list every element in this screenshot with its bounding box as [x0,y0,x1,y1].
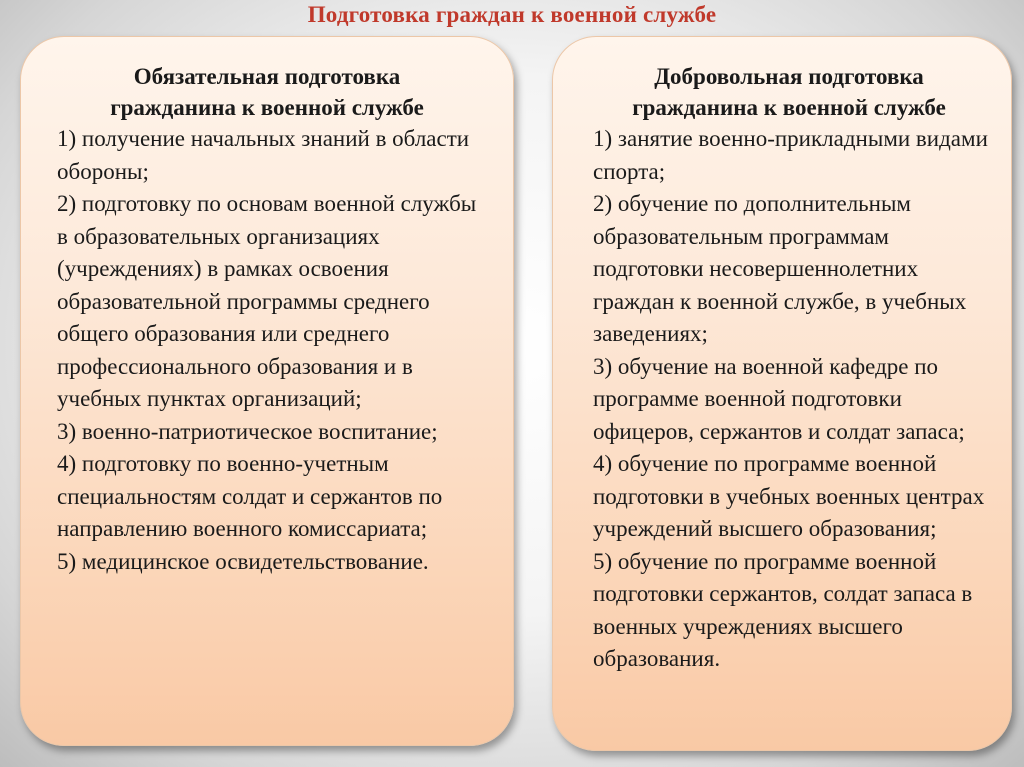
list-item: 3) военно-патриотическое воспитание; [57,418,438,444]
heading-line: гражданина к военной службе [632,95,946,120]
mandatory-training-panel [20,36,514,746]
voluntary-training-list [593,123,999,676]
list-item: 2) подготовку по основам военной службы в образовательных организациях (учреждениях) в рамках освоения образовательной программы среднего общего образования или среднего профессионального образования и в учебных пунктах организаций; [57,191,477,411]
list-item: 4) обучение по программе военной подготовки в учебных военных центрах учреждений высшего образования; [593,451,985,541]
list-item: 2) обучение по дополнительным образовательным программам подготовки несовершеннолетних граждан к военной службе, в учебных заведениях; [593,191,967,346]
list-item: 3) обучение на военной кафедре по программе военной подготовки офицеров, сержантов и солдат запаса; [593,353,965,444]
heading-line: Обязательная подготовка [133,64,401,89]
heading-line: Добровольная подготовка [654,64,924,89]
mandatory-training-list [57,123,491,578]
list-item: 5) обучение по программе военной подготовки сержантов, солдат запаса в военных учреждениях высшего образования. [593,548,973,671]
list-item: 1) получение начальных знаний в области обороны; [57,126,470,184]
heading-line: гражданина к военной службе [110,95,424,120]
slide-title: Подготовка граждан к военной службе [307,2,717,27]
voluntary-training-panel [552,36,1012,751]
list-item: 4) подготовку по военно-учетным специальностям солдат и сержантов по направлению военного комиссариата; [57,451,443,541]
mandatory-training-heading [57,61,491,123]
list-item: 5) медицинское освидетельствование. [57,548,429,574]
voluntary-training-heading [593,61,999,123]
list-item: 1) занятие военно-прикладными видами спорта; [593,126,988,184]
